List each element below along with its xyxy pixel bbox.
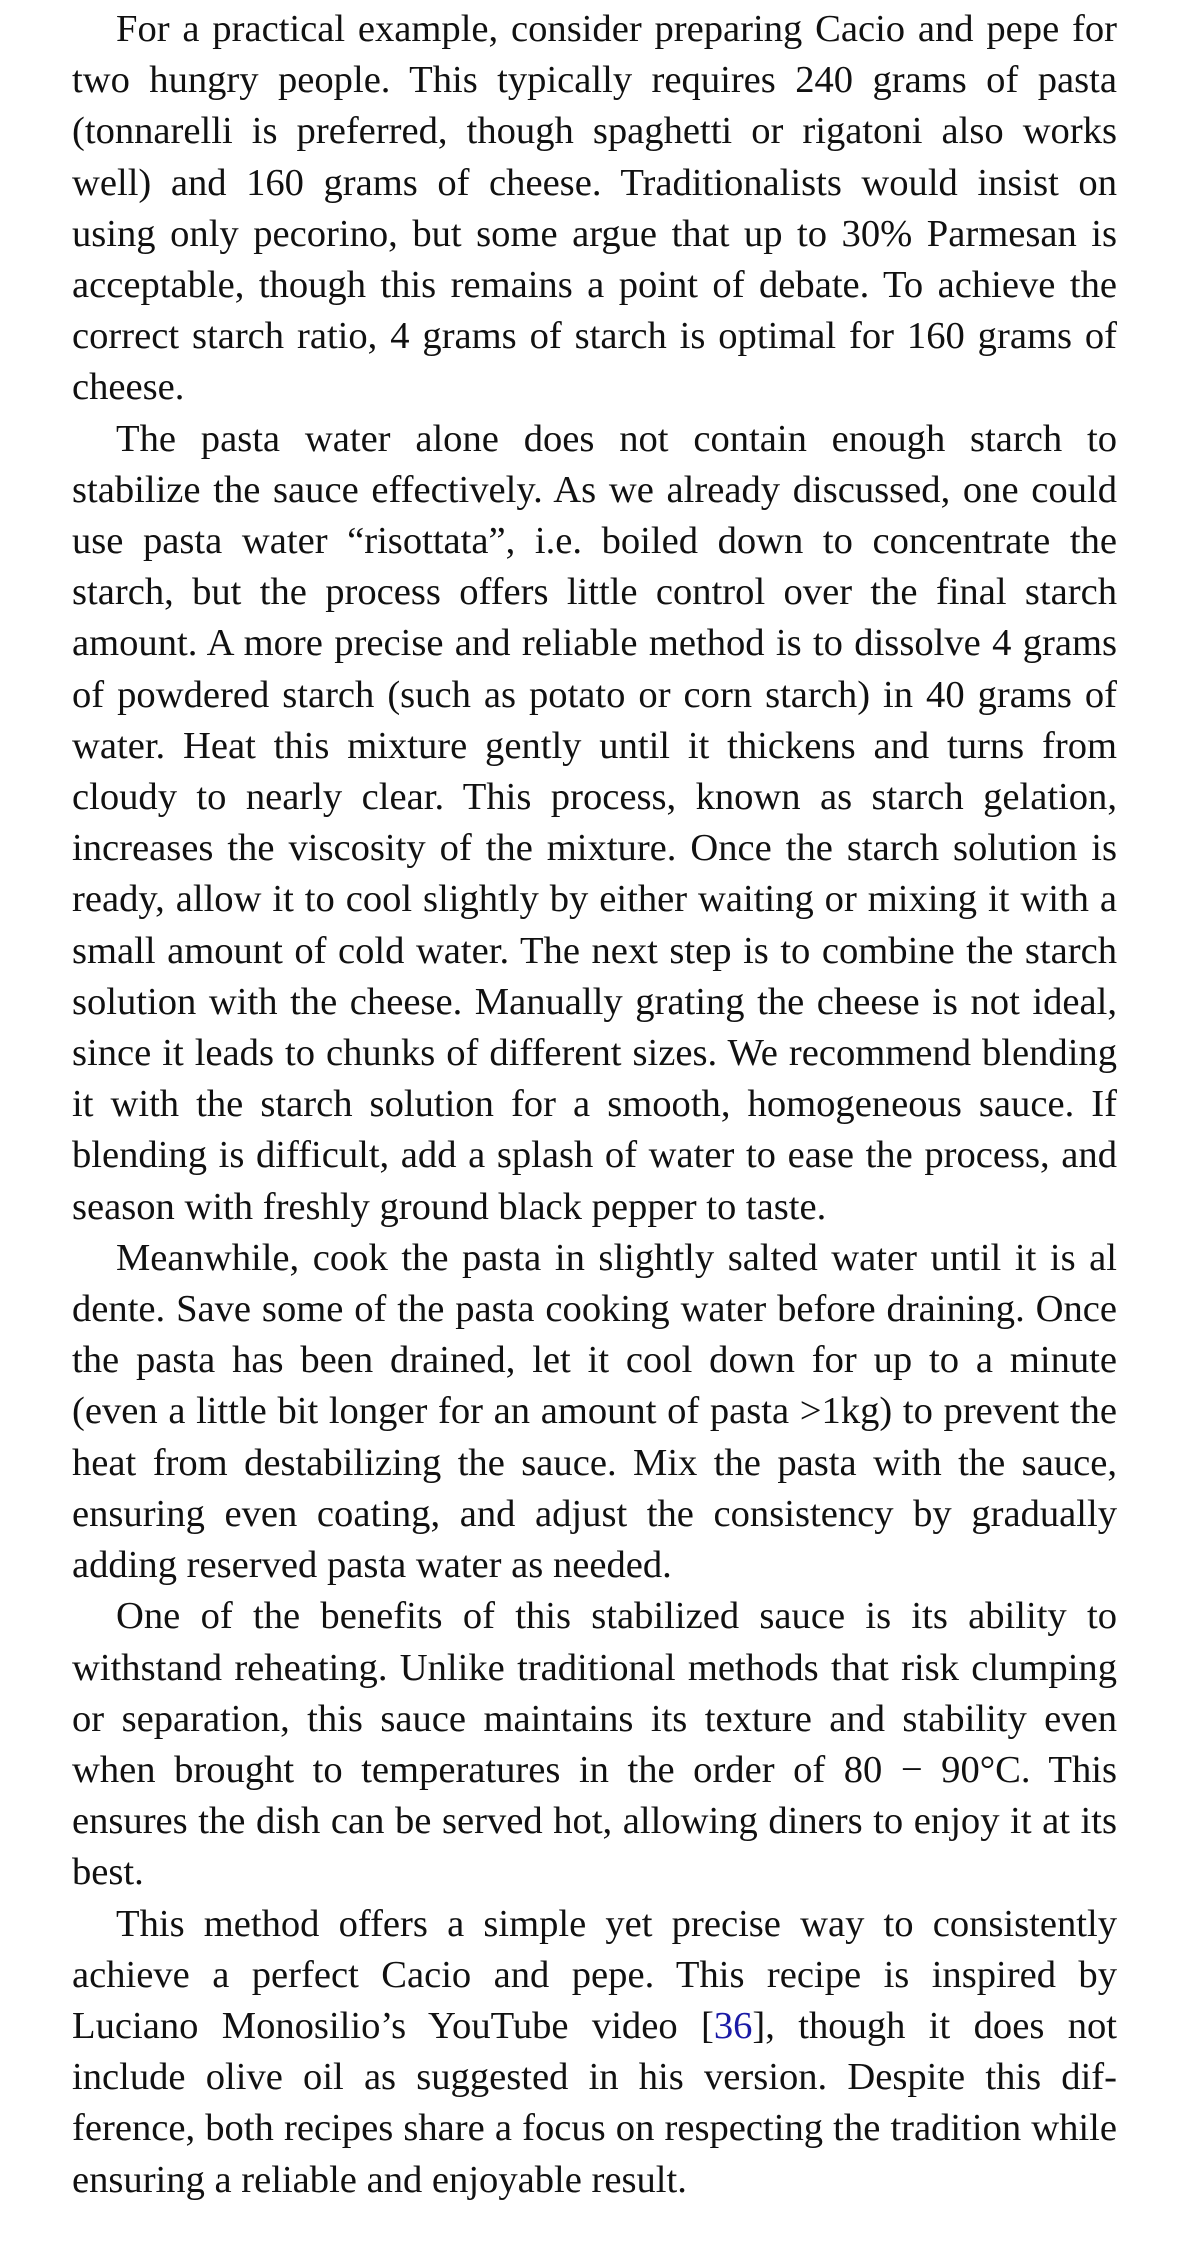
citation-link[interactable]: 36 <box>713 2004 753 2047</box>
document-body <box>72 4 1117 2206</box>
paragraph-reheating: One of the benefits of this stabilized sauce is its ability to withstand reheating. Unlike traditional methods that risk clumping or separation, this sauce maintains its texture and stability even when brought to temperatures in the order of 80 − 90°C. This ensures the dish can be served hot, allowing diners to enjoy it at its best. <box>72 1595 1117 1894</box>
paragraph-starch-solution: The pasta water alone does not contain enough starch to stabilize the sauce effectively. As we already discussed, one could use pasta water “risottata”, i.e. boiled down to concentrate the starch, but the process offers little control over the final starch amount. A more precise and reliable method is to dissolve 4 grams of powdered starch (such as potato or corn starch) in 40 grams of water. Heat this mixture gently until it thickens and turns from cloudy to nearly clear. This process, known as starch gelation, increases the viscosity of the mixture. Once the starch solution is ready, allow it to cool slightly by either waiting or mixing it with a small amount of cold water. The next step is to combine the starch solution with the cheese. Manually grating the cheese is not ideal, since it leads to chunks of different sizes. We recommend blending it with the starch solution for a smooth, homogeneous sauce. If blending is difficult, add a splash of water to ease the process, and season with freshly ground black pepper to taste. <box>72 417 1117 1228</box>
paragraph-conclusion <box>72 1899 1117 2206</box>
paragraph-recipe-quantities: For a practical example, consider preparing Cacio and pepe for two hungry people. This typically requires 240 grams of pasta (tonnarelli is preferred, though spaghetti or rigatoni also works well) and 160 grams of cheese. Traditionalists would insist on using only pecorino, but some argue that up to 30% Parmesan is acceptable, though this remains a point of debate. To achieve the correct starch ratio, 4 grams of starch is optimal for 160 grams of cheese. <box>72 8 1117 409</box>
paragraph-cooking-pasta: Meanwhile, cook the pasta in slightly salted water until it is al dente. Save some of the pasta cooking water before draining. Once the pasta has been drained, let it cool down for up to a minute (even a little bit longer for an amount of pasta >1kg) to prevent the heat from destabilizing the sauce. Mix the pasta with the sauce, ensuring even coating, and adjust the consistency by gradually adding reserved pasta water as needed. <box>72 1236 1117 1587</box>
conclusion-text-after-citation: ], though it does not include olive oil as suggested in his version. Despite this difference, both recipes share a focus on respecting the tradition while ensuring a reliable and enjoyable result. <box>72 2004 1117 2201</box>
conclusion-text-before-citation: This method offers a simple yet precise way to consistently achieve a perfect Cacio and pepe. This recipe is inspired by Luciano Monosilio’s YouTube video [ <box>72 1902 1117 2047</box>
